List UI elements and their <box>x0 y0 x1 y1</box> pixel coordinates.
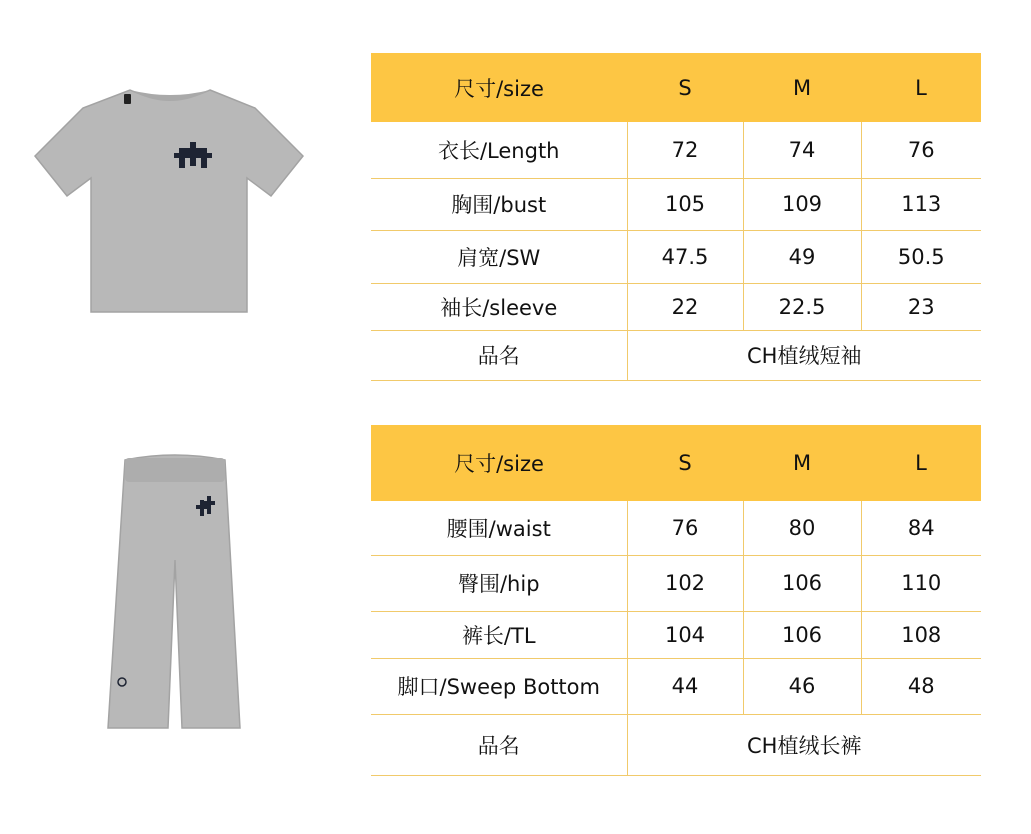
row-label: 胸围/bust <box>371 178 627 230</box>
table-cell: 72 <box>627 122 743 178</box>
table-cell: 113 <box>861 178 981 230</box>
product-name-value: CH植绒长裤 <box>627 714 981 775</box>
product-name-label: 品名 <box>371 330 627 380</box>
table-cell: 74 <box>743 122 861 178</box>
tshirt-size-table <box>371 53 981 381</box>
row-label: 袖长/sleeve <box>371 283 627 330</box>
table-row <box>371 501 981 555</box>
table-cell: 23 <box>861 283 981 330</box>
pants-size-table <box>371 425 981 776</box>
table-row <box>371 178 981 230</box>
table-row <box>371 555 981 611</box>
table-row <box>371 230 981 283</box>
row-label: 脚口/Sweep Bottom <box>371 658 627 714</box>
table-row <box>371 658 981 714</box>
product-name-row <box>371 330 981 380</box>
table-cell: 109 <box>743 178 861 230</box>
table-cell: 48 <box>861 658 981 714</box>
table-cell: 84 <box>861 501 981 555</box>
table-cell: 22.5 <box>743 283 861 330</box>
size-m-header: M <box>743 425 861 501</box>
table-row <box>371 611 981 658</box>
table-cell: 108 <box>861 611 981 658</box>
row-label: 肩宽/SW <box>371 230 627 283</box>
size-s-header: S <box>627 425 743 501</box>
row-label: 衣长/Length <box>371 122 627 178</box>
size-l-header: L <box>861 425 981 501</box>
table-cell: 22 <box>627 283 743 330</box>
table-cell: 80 <box>743 501 861 555</box>
size-m-header: M <box>743 53 861 122</box>
table-cell: 44 <box>627 658 743 714</box>
table-cell: 106 <box>743 555 861 611</box>
table-cell: 46 <box>743 658 861 714</box>
table-cell: 110 <box>861 555 981 611</box>
table-cell: 104 <box>627 611 743 658</box>
tshirt-image <box>25 78 315 318</box>
table-row <box>371 283 981 330</box>
table-cell: 47.5 <box>627 230 743 283</box>
table-cell: 76 <box>627 501 743 555</box>
size-s-header: S <box>627 53 743 122</box>
size-header: 尺寸/size <box>371 53 627 122</box>
size-header: 尺寸/size <box>371 425 627 501</box>
table-header-row <box>371 53 981 122</box>
product-name-row <box>371 714 981 775</box>
table-header-row <box>371 425 981 501</box>
table-cell: 50.5 <box>861 230 981 283</box>
product-name-value: CH植绒短袖 <box>627 330 981 380</box>
row-label: 臀围/hip <box>371 555 627 611</box>
table-row <box>371 122 981 178</box>
table-cell: 106 <box>743 611 861 658</box>
table-cell: 49 <box>743 230 861 283</box>
row-label: 裤长/TL <box>371 611 627 658</box>
table-cell: 105 <box>627 178 743 230</box>
row-label: 腰围/waist <box>371 501 627 555</box>
size-l-header: L <box>861 53 981 122</box>
pants-image <box>100 440 250 735</box>
table-cell: 76 <box>861 122 981 178</box>
product-name-label: 品名 <box>371 714 627 775</box>
table-cell: 102 <box>627 555 743 611</box>
